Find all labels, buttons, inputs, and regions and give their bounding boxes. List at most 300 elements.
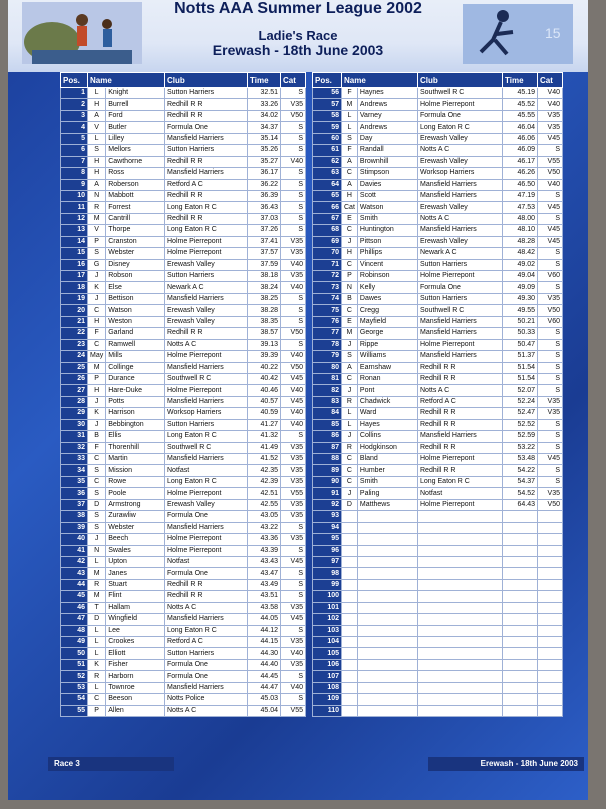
cell-club: Retford A C — [418, 396, 503, 407]
cell-name: Cregg — [357, 305, 417, 316]
cell-club: Erewash Valley — [165, 316, 248, 327]
cell-cat: V60 — [538, 316, 563, 327]
cell-club: Mansfield Harriers — [165, 454, 248, 465]
cell-time: 38.28 — [248, 305, 281, 316]
cell-pos: 95 — [313, 534, 342, 545]
cell-initial: S — [342, 133, 358, 144]
cell-initial — [342, 705, 358, 716]
cell-cat: V45 — [281, 556, 306, 567]
cell-name — [357, 511, 417, 522]
cell-cat: V35 — [281, 442, 306, 453]
cell-pos: 104 — [313, 637, 342, 648]
cell-time: 48.28 — [503, 236, 538, 247]
cell-initial: M — [88, 213, 106, 224]
table-row — [313, 591, 563, 602]
cell-pos: 29 — [61, 408, 88, 419]
cell-name: Mellors — [106, 145, 165, 156]
cell-pos: 31 — [61, 431, 88, 442]
cell-pos: 74 — [313, 293, 342, 304]
cell-cat: S — [281, 122, 306, 133]
cell-time: 38.18 — [248, 271, 281, 282]
cell-time: 51.54 — [503, 373, 538, 384]
cell-name: Else — [106, 282, 165, 293]
cell-pos: 49 — [61, 637, 88, 648]
cell-pos: 50 — [61, 648, 88, 659]
cell-club: Sutton Harriers — [165, 145, 248, 156]
cell-club — [418, 682, 503, 693]
cell-cat — [538, 694, 563, 705]
cell-name: Varney — [357, 110, 417, 121]
cell-club: Mansfield Harriers — [165, 168, 248, 179]
cell-time: 48.42 — [503, 248, 538, 259]
cell-cat: S — [538, 419, 563, 430]
cell-club: Holme Pierrepont — [418, 339, 503, 350]
cell-initial: H — [88, 385, 106, 396]
cell-time: 36.22 — [248, 179, 281, 190]
cell-initial: C — [342, 373, 358, 384]
cell-club: Redhill R R — [418, 419, 503, 430]
table-row — [313, 110, 563, 121]
cell-club: Long Eaton R C — [165, 431, 248, 442]
table-row — [61, 328, 306, 339]
table-row — [313, 419, 563, 430]
cell-pos: 19 — [61, 293, 88, 304]
cell-name: Haynes — [357, 88, 417, 99]
cell-pos: 41 — [61, 545, 88, 556]
table-row — [313, 202, 563, 213]
cell-time: 43.05 — [248, 511, 281, 522]
table-row — [313, 534, 563, 545]
cell-initial: S — [88, 145, 106, 156]
cell-initial: L — [88, 133, 106, 144]
cell-cat: V35 — [281, 248, 306, 259]
cell-name: Crookes — [106, 637, 165, 648]
cell-club: Retford A C — [165, 637, 248, 648]
cell-pos: 36 — [61, 488, 88, 499]
cell-pos: 66 — [313, 202, 342, 213]
cell-pos: 97 — [313, 556, 342, 567]
cell-time: 49.09 — [503, 282, 538, 293]
cell-name: Smith — [357, 476, 417, 487]
cell-initial: C — [342, 259, 358, 270]
cell-club — [418, 694, 503, 705]
cell-name: Chadwick — [357, 396, 417, 407]
cell-cat: V35 — [538, 396, 563, 407]
cell-initial: F — [342, 145, 358, 156]
cell-cat: V35 — [281, 499, 306, 510]
cell-name: Robson — [106, 271, 165, 282]
cell-pos: 10 — [61, 190, 88, 201]
cell-name: Potts — [106, 396, 165, 407]
col-name: Name — [342, 73, 418, 88]
cell-pos: 93 — [313, 511, 342, 522]
table-row — [61, 259, 306, 270]
cell-initial: M — [342, 328, 358, 339]
cell-name: Lee — [106, 625, 165, 636]
table-row — [313, 602, 563, 613]
cell-name: Cantrill — [106, 213, 165, 224]
table-row — [313, 259, 563, 270]
cell-pos: 9 — [61, 179, 88, 190]
cell-cat: V35 — [281, 637, 306, 648]
cell-initial: K — [88, 659, 106, 670]
cell-name: Andrews — [357, 122, 417, 133]
cell-initial — [342, 591, 358, 602]
cell-pos: 96 — [313, 545, 342, 556]
table-row — [61, 682, 306, 693]
cell-cat — [538, 511, 563, 522]
cell-cat: V40 — [281, 408, 306, 419]
cell-time — [503, 694, 538, 705]
table-row — [61, 396, 306, 407]
table-row — [313, 454, 563, 465]
cell-time — [503, 591, 538, 602]
cell-cat: V35 — [281, 534, 306, 545]
cell-initial: B — [342, 293, 358, 304]
table-row — [313, 351, 563, 362]
cell-club: Erewash Valley — [165, 305, 248, 316]
cell-name: Andrews — [357, 99, 417, 110]
header-banner — [8, 0, 588, 72]
cell-initial: E — [342, 316, 358, 327]
cell-pos: 87 — [313, 442, 342, 453]
cell-pos: 63 — [313, 168, 342, 179]
cell-initial: J — [88, 534, 106, 545]
cell-time: 38.25 — [248, 293, 281, 304]
table-row — [61, 545, 306, 556]
cell-club: Long Eaton R C — [418, 476, 503, 487]
cell-cat — [538, 545, 563, 556]
cell-cat: S — [538, 328, 563, 339]
cell-name: Ward — [357, 408, 417, 419]
cell-pos: 51 — [61, 659, 88, 670]
cell-club — [418, 648, 503, 659]
cell-pos: 70 — [313, 248, 342, 259]
cell-name — [357, 671, 417, 682]
cell-club: Redhill R R — [418, 362, 503, 373]
cell-name: Ellis — [106, 431, 165, 442]
cell-pos: 69 — [313, 236, 342, 247]
cell-name: George — [357, 328, 417, 339]
cell-pos: 109 — [313, 694, 342, 705]
cell-cat: V45 — [281, 373, 306, 384]
table-row — [61, 339, 306, 350]
table-row — [313, 145, 563, 156]
cell-initial: R — [88, 671, 106, 682]
cell-name: Roberson — [106, 179, 165, 190]
cell-club: Redhill R R — [165, 99, 248, 110]
table-row — [61, 282, 306, 293]
cell-pos: 100 — [313, 591, 342, 602]
cell-club: Erewash Valley — [418, 202, 503, 213]
cell-pos: 53 — [61, 682, 88, 693]
cell-cat: V60 — [538, 271, 563, 282]
table-header-row — [61, 73, 306, 88]
cell-initial: C — [88, 454, 106, 465]
cell-cat: S — [538, 476, 563, 487]
cell-club: Erewash Valley — [418, 133, 503, 144]
cell-name — [357, 694, 417, 705]
cell-initial: J — [342, 431, 358, 442]
cell-club: Holme Pierrepont — [165, 545, 248, 556]
cell-name: Watson — [357, 202, 417, 213]
cell-club: Mansfield Harriers — [418, 179, 503, 190]
cell-cat — [538, 534, 563, 545]
cell-time: 43.58 — [248, 602, 281, 613]
cell-cat — [538, 659, 563, 670]
cell-pos: 72 — [313, 271, 342, 282]
cell-cat: S — [538, 351, 563, 362]
cell-cat: S — [281, 545, 306, 556]
cell-club: Mansfield Harriers — [418, 351, 503, 362]
cell-initial: S — [342, 351, 358, 362]
cell-pos: 43 — [61, 568, 88, 579]
cell-cat: V55 — [281, 705, 306, 716]
cell-initial: L — [88, 556, 106, 567]
cell-name: Elliott — [106, 648, 165, 659]
cell-time: 36.39 — [248, 190, 281, 201]
cell-club: Redhill R R — [165, 579, 248, 590]
table-row — [61, 465, 306, 476]
cell-cat: S — [281, 293, 306, 304]
cell-club: Newark A C — [165, 282, 248, 293]
cell-cat — [538, 556, 563, 567]
table-row — [61, 556, 306, 567]
cell-initial — [342, 568, 358, 579]
table-row — [313, 213, 563, 224]
cell-club: Holme Pierrepont — [165, 385, 248, 396]
cell-club: Mansfield Harriers — [418, 225, 503, 236]
cell-name: Ford — [106, 110, 165, 121]
cell-club — [418, 545, 503, 556]
table-row — [61, 168, 306, 179]
cell-name: Garland — [106, 328, 165, 339]
cell-time: 64.43 — [503, 499, 538, 510]
table-row — [61, 625, 306, 636]
cell-time: 45.52 — [503, 99, 538, 110]
cell-name: Mayfield — [357, 316, 417, 327]
cell-name: Harborn — [106, 671, 165, 682]
cell-time — [503, 534, 538, 545]
cell-name: Stimpson — [357, 168, 417, 179]
cell-pos: 23 — [61, 339, 88, 350]
cell-cat: V35 — [281, 465, 306, 476]
cell-pos: 62 — [313, 156, 342, 167]
table-row — [61, 293, 306, 304]
cell-cat: S — [281, 591, 306, 602]
cell-initial: H — [88, 156, 106, 167]
cell-cat: S — [538, 145, 563, 156]
table-row — [61, 591, 306, 602]
cell-cat: V50 — [281, 362, 306, 373]
cell-pos: 56 — [313, 88, 342, 99]
cell-time: 52.07 — [503, 385, 538, 396]
table-row — [313, 556, 563, 567]
cell-name: Bebbington — [106, 419, 165, 430]
cell-initial: S — [88, 248, 106, 259]
table-row — [313, 362, 563, 373]
cell-time: 41.52 — [248, 454, 281, 465]
cell-initial — [342, 579, 358, 590]
cell-name: Mabbott — [106, 190, 165, 201]
table-row — [61, 694, 306, 705]
cell-name — [357, 545, 417, 556]
cell-time: 44.12 — [248, 625, 281, 636]
cell-initial: A — [88, 179, 106, 190]
cell-cat: V35 — [538, 408, 563, 419]
cell-name: Randall — [357, 145, 417, 156]
cell-club: Sutton Harriers — [165, 648, 248, 659]
results-table-left — [60, 72, 306, 717]
table-row — [313, 476, 563, 487]
cell-initial: A — [342, 156, 358, 167]
cell-initial: G — [88, 259, 106, 270]
cell-pos: 16 — [61, 259, 88, 270]
cell-club — [418, 625, 503, 636]
cell-pos: 57 — [313, 99, 342, 110]
cell-name: Upton — [106, 556, 165, 567]
cell-time — [503, 648, 538, 659]
cell-time: 46.09 — [503, 145, 538, 156]
cell-name — [357, 625, 417, 636]
cell-cat: S — [281, 579, 306, 590]
cell-initial: J — [342, 385, 358, 396]
cell-cat: S — [538, 339, 563, 350]
table-row — [61, 534, 306, 545]
cell-initial: M — [88, 591, 106, 602]
cell-name: Townroe — [106, 682, 165, 693]
cell-time: 34.37 — [248, 122, 281, 133]
cell-name: Allen — [106, 705, 165, 716]
table-row — [313, 99, 563, 110]
cell-initial: B — [88, 431, 106, 442]
cell-club: Redhill R R — [165, 156, 248, 167]
col-cat: Cat — [538, 73, 563, 88]
table-row — [61, 511, 306, 522]
cell-time: 37.26 — [248, 225, 281, 236]
table-row — [313, 511, 563, 522]
cell-name: Dawes — [357, 293, 417, 304]
cell-time — [503, 545, 538, 556]
col-club: Club — [165, 73, 248, 88]
cell-name: Pont — [357, 385, 417, 396]
cell-time: 44.15 — [248, 637, 281, 648]
cell-initial: D — [88, 614, 106, 625]
table-row — [313, 293, 563, 304]
cell-initial — [342, 522, 358, 533]
cell-club: Worksop Harriers — [165, 408, 248, 419]
cell-initial — [342, 648, 358, 659]
cell-name: Williams — [357, 351, 417, 362]
cell-name: Day — [357, 133, 417, 144]
cell-name: Flint — [106, 591, 165, 602]
cell-club: Erewash Valley — [165, 499, 248, 510]
cell-name: Durance — [106, 373, 165, 384]
table-row — [313, 408, 563, 419]
cell-initial: A — [342, 179, 358, 190]
cell-club: Notfast — [165, 556, 248, 567]
table-row — [61, 99, 306, 110]
table-row — [61, 671, 306, 682]
table-row — [313, 133, 563, 144]
cell-club: Holme Pierrepont — [165, 351, 248, 362]
cell-name: Harrison — [106, 408, 165, 419]
cell-cat: S — [538, 373, 563, 384]
cell-pos: 106 — [313, 659, 342, 670]
cell-name: Earnshaw — [357, 362, 417, 373]
results-sheet — [8, 0, 588, 800]
table-row — [313, 442, 563, 453]
cell-initial: P — [88, 236, 106, 247]
cell-pos: 3 — [61, 110, 88, 121]
table-row — [313, 248, 563, 259]
table-row — [61, 705, 306, 716]
cell-club: Holme Pierrepont — [418, 454, 503, 465]
table-row — [61, 156, 306, 167]
cell-time: 52.24 — [503, 396, 538, 407]
cell-cat: V35 — [538, 293, 563, 304]
cell-cat: V40 — [281, 419, 306, 430]
cell-club: Redhill R R — [418, 465, 503, 476]
cell-time: 37.57 — [248, 248, 281, 259]
cell-time — [503, 705, 538, 716]
cell-pos: 44 — [61, 579, 88, 590]
cell-club: Mansfield Harriers — [418, 328, 503, 339]
cell-cat: S — [281, 145, 306, 156]
logo-number: 15 — [545, 25, 561, 41]
cell-pos: 65 — [313, 190, 342, 201]
cell-pos: 108 — [313, 682, 342, 693]
cell-club: Long Eaton R C — [418, 122, 503, 133]
cell-name: Brownhill — [357, 156, 417, 167]
cell-name: Janes — [106, 568, 165, 579]
cell-club: Mansfield Harriers — [418, 316, 503, 327]
cell-time: 54.22 — [503, 465, 538, 476]
cell-pos: 94 — [313, 522, 342, 533]
cell-cat: V40 — [281, 259, 306, 270]
cell-name: Beech — [106, 534, 165, 545]
table-row — [313, 190, 563, 201]
cell-time: 37.03 — [248, 213, 281, 224]
table-row — [61, 145, 306, 156]
cell-time — [503, 614, 538, 625]
table-row — [61, 579, 306, 590]
cell-name: Scott — [357, 190, 417, 201]
cell-club: Holme Pierrepont — [165, 236, 248, 247]
cell-initial — [342, 659, 358, 670]
cell-initial: T — [88, 602, 106, 613]
cell-cat: V45 — [538, 202, 563, 213]
cell-name: Thorenhill — [106, 442, 165, 453]
cell-pos: 67 — [313, 213, 342, 224]
table-row — [61, 454, 306, 465]
table-row — [313, 271, 563, 282]
cell-time: 50.47 — [503, 339, 538, 350]
cell-time: 53.22 — [503, 442, 538, 453]
table-row — [313, 225, 563, 236]
cell-pos: 88 — [313, 454, 342, 465]
table-row — [61, 442, 306, 453]
cell-time: 51.37 — [503, 351, 538, 362]
cell-cat: S — [538, 190, 563, 201]
cell-club — [418, 522, 503, 533]
cell-pos: 33 — [61, 454, 88, 465]
cell-time: 48.00 — [503, 213, 538, 224]
cell-cat: V35 — [538, 488, 563, 499]
cell-club: Notfast — [418, 488, 503, 499]
table-row — [61, 248, 306, 259]
cell-club: Newark A C — [418, 248, 503, 259]
